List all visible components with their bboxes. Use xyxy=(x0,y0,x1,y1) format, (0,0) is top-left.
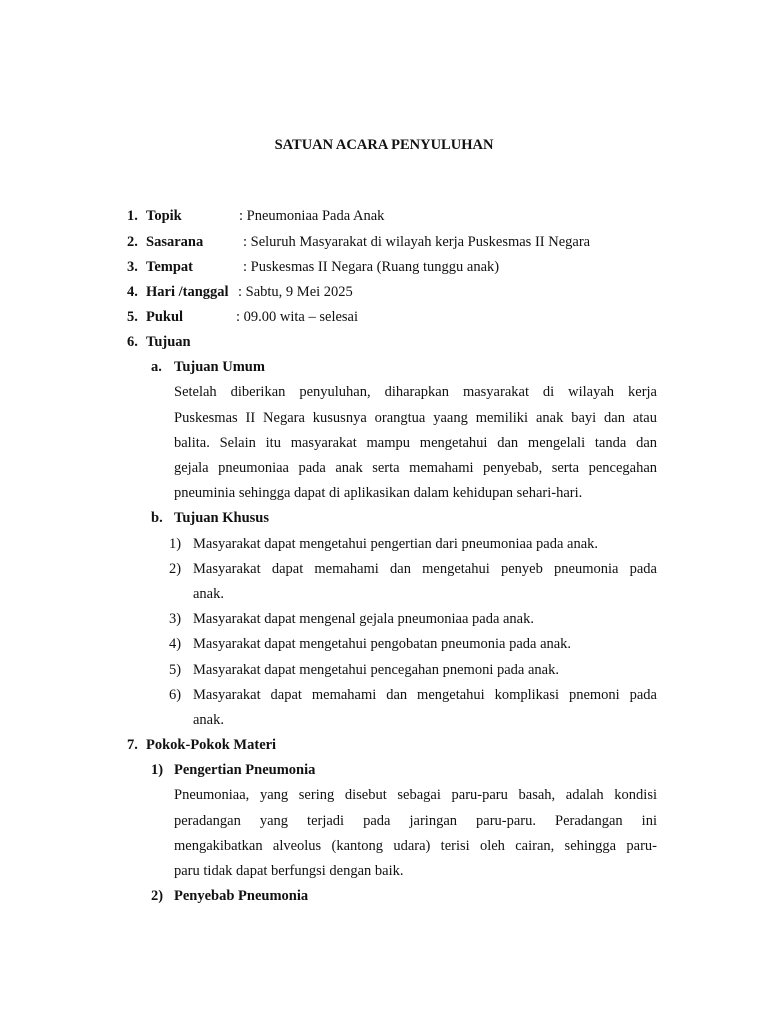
subsection-heading: Pengertian Pneumonia xyxy=(174,762,316,778)
list-item: Masyarakat dapat memahami dan mengetahui komplikasi pnemoni pada xyxy=(193,687,657,703)
list-number: 6) xyxy=(169,687,182,703)
info-value-sasaran: : Seluruh Masyarakat di wilayah kerja Puskesmas II Negara xyxy=(243,234,591,250)
paragraph-line: Puskesmas II Negara kususnya orangtua yaang memiliki anak bayi dan atau xyxy=(174,410,657,426)
paragraph-line: peradangan yang terjadi pada jaringan paru-paru. Peradangan ini xyxy=(174,813,657,829)
subsection-heading: Penyebab Pneumonia xyxy=(174,888,309,904)
list-item-continuation: anak. xyxy=(193,586,224,602)
info-label-tujuan: Tujuan xyxy=(146,334,191,350)
section-letter: a. xyxy=(151,359,162,375)
paragraph-line: pneuminia sehingga dapat di aplikasikan dalam kehidupan sehari-hari. xyxy=(174,485,583,501)
paragraph-line: Setelah diberikan penyuluhan, diharapkan masyarakat di wilayah kerja xyxy=(174,384,657,400)
subsection-number: 1) xyxy=(151,762,164,778)
subsection-number: 2) xyxy=(151,888,164,904)
list-number: 4) xyxy=(169,636,182,652)
list-item: Masyarakat dapat mengetahui pencegahan pnemoni pada anak. xyxy=(193,662,559,678)
page-title: SATUAN ACARA PENYULUHAN xyxy=(274,137,494,153)
info-number: 1. xyxy=(127,208,138,224)
list-item: Masyarakat dapat mengetahui pengobatan pneumonia pada anak. xyxy=(193,636,572,652)
list-number: 5) xyxy=(169,662,182,678)
paragraph-line: Pneumoniaa, yang sering disebut sebagai paru-paru basah, adalah kondisi xyxy=(174,787,657,803)
section-heading: Tujuan Umum xyxy=(174,359,265,375)
info-number: 3. xyxy=(127,259,138,275)
list-number: 3) xyxy=(169,611,182,627)
paragraph-line: balita. Selain itu masyarakat mampu mengetahui dan mengelali tanda dan xyxy=(174,435,657,451)
section-heading: Tujuan Khusus xyxy=(174,510,269,526)
paragraph-line: mengakibatkan alveolus (kantong udara) terisi oleh cairan, sehingga paru- xyxy=(174,838,657,854)
info-number: 4. xyxy=(127,284,138,300)
info-label-topik: Topik xyxy=(146,208,182,224)
paragraph-line: paru tidak dapat berfungsi dengan baik. xyxy=(174,863,404,879)
info-value-tempat: : Puskesmas II Negara (Ruang tunggu anak) xyxy=(243,259,500,275)
list-item: Masyarakat dapat mengenal gejala pneumoniaa pada anak. xyxy=(193,611,534,627)
paragraph-line: gejala pneumoniaa pada anak serta memahami penyebab, serta pencegahan xyxy=(174,460,657,476)
list-item: Masyarakat dapat memahami dan mengetahui penyeb pneumonia pada xyxy=(193,561,657,577)
info-label-pukul: Pukul xyxy=(146,309,184,325)
info-number: 7. xyxy=(127,737,138,753)
info-label-hari-tanggal: Hari /tanggal xyxy=(146,284,229,300)
info-number: 5. xyxy=(127,309,138,325)
list-number: 1) xyxy=(169,536,182,552)
info-label-sasaran: Sasarana xyxy=(146,234,204,250)
section-letter: b. xyxy=(151,510,163,526)
section-heading: Pokok-Pokok Materi xyxy=(146,737,277,753)
info-value-pukul: : 09.00 wita – selesai xyxy=(236,309,359,325)
info-value-topik: : Pneumoniaa Pada Anak xyxy=(239,208,385,224)
info-number: 6. xyxy=(127,334,138,350)
list-item-continuation: anak. xyxy=(193,712,224,728)
list-number: 2) xyxy=(169,561,182,577)
info-label-tempat: Tempat xyxy=(146,259,193,275)
info-number: 2. xyxy=(127,234,138,250)
info-value-hari-tanggal: : Sabtu, 9 Mei 2025 xyxy=(238,284,353,300)
list-item: Masyarakat dapat mengetahui pengertian dari pneumoniaa pada anak. xyxy=(193,536,599,552)
